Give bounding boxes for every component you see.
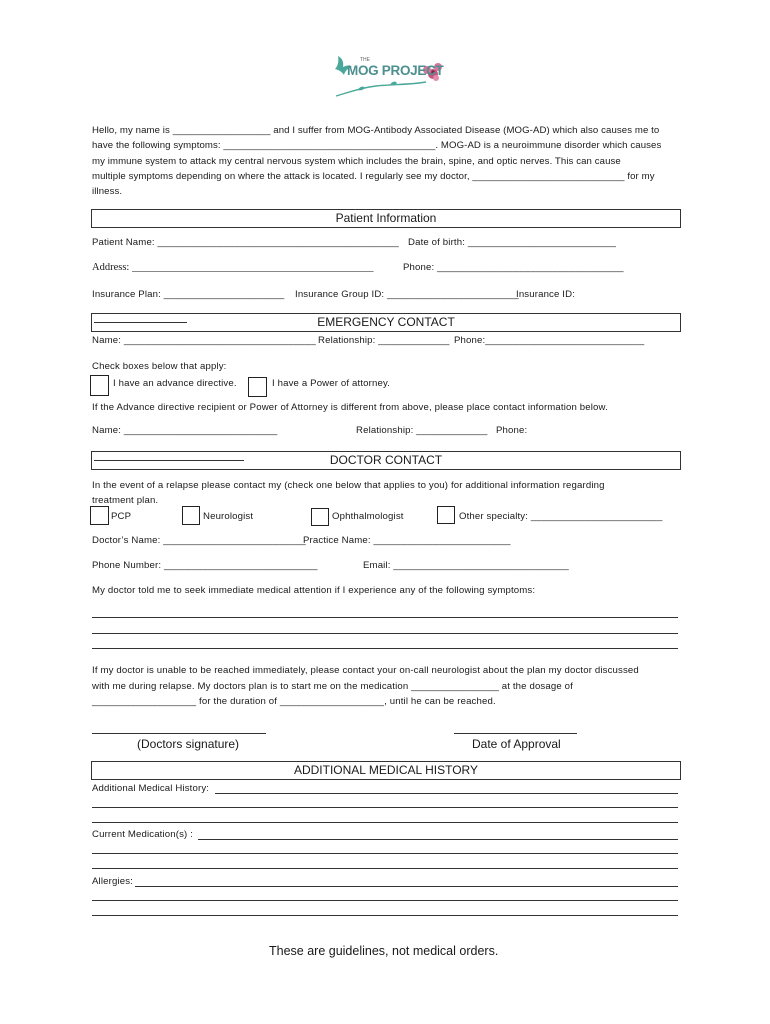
power-of-attorney-checkbox[interactable] xyxy=(248,377,267,397)
additional-history-line-2[interactable] xyxy=(92,822,678,823)
neurologist-checkbox[interactable] xyxy=(182,506,200,525)
advance-directive-label: I have an advance directive. xyxy=(113,378,237,389)
intro-line-1: Hello, my name is __________________ and I suffer from MOG-Antibody Associated Disease (MOG-AD) which also causes me to xyxy=(92,125,660,136)
symptoms-line-3[interactable] xyxy=(92,648,678,649)
date-of-approval-label: Date of Approval xyxy=(472,737,561,751)
address-field[interactable]: Address: ______________________________________________ xyxy=(92,262,374,273)
other-specialty-field[interactable]: Other specialty: ________________________ xyxy=(459,511,663,522)
intro-line-4: multiple symptoms depending on where the attack is located. I regularly see my doctor, ____________________________ for my xyxy=(92,170,655,182)
emergency-phone-field[interactable]: Phone:_____________________________ xyxy=(454,335,645,346)
emergency-relationship-field[interactable]: Relationship: _____________ xyxy=(318,335,450,346)
additional-history-label: Additional Medical History: xyxy=(92,783,210,794)
date-of-approval-line[interactable] xyxy=(454,733,577,734)
phone-field[interactable]: Phone: __________________________________ xyxy=(403,262,624,273)
medications-line-1[interactable] xyxy=(92,853,678,854)
pcp-checkbox[interactable] xyxy=(90,506,109,525)
additional-history-line-1[interactable] xyxy=(92,807,678,808)
other-specialty-checkbox[interactable] xyxy=(437,506,455,524)
intro-line-3: my immune system to attack my central nervous system which includes the brain, spine, and optic nerves. This can cause xyxy=(92,155,621,167)
allergies-line-2[interactable] xyxy=(92,915,678,916)
pcp-label: PCP xyxy=(111,511,132,522)
alternate-phone-field[interactable]: Phone: xyxy=(496,425,528,436)
symptoms-prompt: My doctor told me to seek immediate medical attention if I experience any of the following symptoms: xyxy=(92,585,536,596)
patient-name-field[interactable]: Patient Name: ____________________________________________ xyxy=(92,237,399,248)
doctor-contact-intro-1: In the event of a relapse please contact my (check one below that applies to you) for additional information regarding xyxy=(92,480,605,491)
insurance-plan-field[interactable]: Insurance Plan: ______________________ xyxy=(92,289,285,300)
neurologist-label: Neurologist xyxy=(203,511,254,522)
ophthalmologist-label: Ophthalmologist xyxy=(332,511,404,522)
intro-line-2: have the following symptoms: _______________________________________. MOG-AD is a neuroimmune disorder which causes xyxy=(92,140,662,152)
footer-disclaimer: These are guidelines, not medical orders. xyxy=(269,944,499,958)
patient-info-title: Patient Information xyxy=(335,211,437,225)
additional-history-line-0[interactable] xyxy=(215,793,678,794)
ophthalmologist-checkbox[interactable] xyxy=(311,508,329,526)
power-of-attorney-label: I have a Power of attorney. xyxy=(272,378,390,389)
allergies-label: Allergies: xyxy=(92,876,133,887)
insurance-group-field[interactable]: Insurance Group ID: ________________________ xyxy=(295,289,519,300)
emergency-contact-title: EMERGENCY CONTACT xyxy=(317,315,455,329)
date-of-birth-field[interactable]: Date of birth: ___________________________ xyxy=(408,237,616,248)
doctor-signature-line[interactable] xyxy=(92,733,266,734)
insurance-id-field[interactable]: Insurance ID: xyxy=(516,289,576,300)
alternate-contact-note: If the Advance directive recipient or Power of Attorney is different from above, please place contact information below. xyxy=(92,402,608,413)
emergency-contact-header xyxy=(91,313,681,332)
doctor-signature-label: (Doctors signature) xyxy=(137,737,240,751)
doctor-phone-field[interactable]: Phone Number: ____________________________ xyxy=(92,560,318,571)
doctor-contact-intro-2: treatment plan. xyxy=(92,495,159,506)
alternate-relationship-field[interactable]: Relationship: _____________ xyxy=(356,425,488,436)
logo-main-text: MOG PROJECT xyxy=(347,63,444,78)
doctor-contact-header xyxy=(91,451,681,470)
intro-paragraph xyxy=(92,123,684,199)
relapse-plan-line-1: If my doctor is unable to be reached immediately, please contact your on-call neurologist about the plan my doctor discussed xyxy=(92,665,639,676)
allergies-line-1[interactable] xyxy=(92,900,678,901)
current-medications-label: Current Medication(s) : xyxy=(92,829,194,840)
practice-name-field[interactable]: Practice Name: _________________________ xyxy=(303,535,511,546)
doctors-name-field[interactable]: Doctor’s Name: __________________________ xyxy=(92,535,306,546)
medical-history-title: ADDITIONAL MEDICAL HISTORY xyxy=(293,763,479,777)
symptoms-line-2[interactable] xyxy=(92,633,678,634)
emergency-name-field[interactable]: Name: ___________________________________ xyxy=(92,335,316,346)
allergies-line-0[interactable] xyxy=(135,886,678,887)
relapse-plan-line-3: ___________________ for the duration of ___________________, until he can be reached. xyxy=(92,696,496,707)
medications-line-0[interactable] xyxy=(198,839,678,840)
doctor-contact-title: DOCTOR CONTACT xyxy=(329,453,443,467)
alternate-name-field[interactable]: Name: ____________________________ xyxy=(92,425,278,436)
relapse-plan-line-2: with me during relapse. My doctors plan is to start me on the medication ________________ at the dosage of xyxy=(92,681,573,692)
mog-project-logo xyxy=(330,52,446,102)
symptoms-line-1[interactable] xyxy=(92,617,678,618)
check-boxes-prompt: Check boxes below that apply: xyxy=(92,361,227,372)
logo-small-text: THE xyxy=(360,57,370,63)
doctor-email-field[interactable]: Email: ________________________________ xyxy=(363,560,569,571)
medications-line-2[interactable] xyxy=(92,868,678,869)
patient-info-header xyxy=(91,209,681,228)
intro-line-5: illness. xyxy=(92,186,123,198)
advance-directive-checkbox[interactable] xyxy=(90,375,109,396)
medical-history-header xyxy=(91,761,681,780)
